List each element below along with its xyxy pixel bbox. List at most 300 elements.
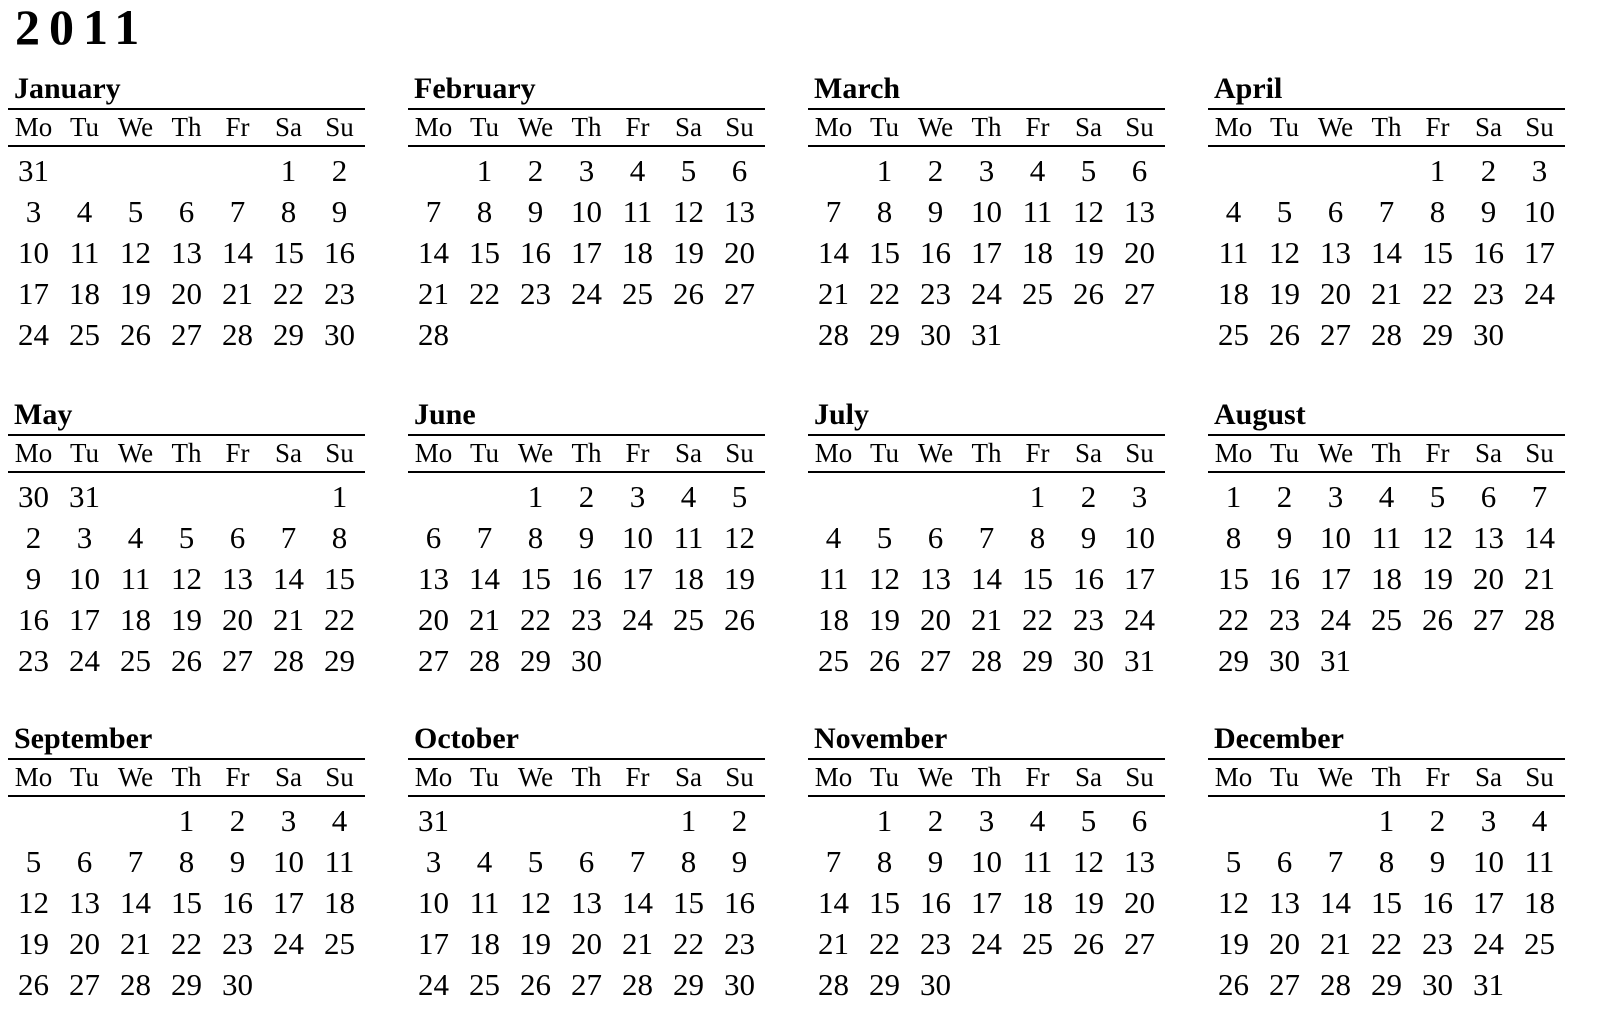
- day-cell: 30: [1473, 317, 1504, 352]
- weekday-label: Sa: [275, 762, 302, 792]
- day-cell: 9: [1080, 520, 1097, 555]
- day-cell: 3: [280, 803, 297, 838]
- day-cell: 5: [1080, 153, 1097, 188]
- empty-cell: [1063, 964, 1114, 1005]
- empty-cell: [714, 314, 765, 355]
- weekday-label: Fr: [1025, 112, 1050, 142]
- day-cell: 10: [622, 520, 653, 555]
- day-cell: 11: [324, 844, 355, 879]
- day-cell: 6: [578, 844, 595, 879]
- day-cell: 13: [920, 561, 951, 596]
- day-cell: 20: [920, 602, 951, 637]
- day-cell: 19: [520, 926, 551, 961]
- day-cell: 14: [818, 885, 849, 920]
- month-august: [1208, 396, 1565, 681]
- day-cell: 21: [971, 602, 1002, 637]
- day-cell: 6: [76, 844, 93, 879]
- day-cell: 14: [469, 561, 500, 596]
- day-cell: 28: [418, 317, 449, 352]
- weekday-label: Su: [1525, 112, 1554, 142]
- day-cell: 27: [1473, 602, 1504, 637]
- day-cell: 6: [1276, 844, 1293, 879]
- day-cell: 2: [527, 153, 544, 188]
- day-cell: 7: [476, 520, 493, 555]
- day-cell: 23: [724, 926, 755, 961]
- month-june: [408, 396, 765, 681]
- day-cell: 22: [673, 926, 704, 961]
- day-cell: 8: [876, 194, 893, 229]
- month-name: August: [1214, 398, 1306, 431]
- day-cell: 10: [69, 561, 100, 596]
- day-cell: 18: [818, 602, 849, 637]
- empty-cell: [1463, 640, 1514, 681]
- day-cell: 12: [673, 194, 704, 229]
- day-cell: 17: [1524, 235, 1555, 270]
- day-cell: 28: [273, 643, 304, 678]
- day-cell: 8: [1429, 194, 1446, 229]
- day-cell: 9: [1276, 520, 1293, 555]
- empty-cell: [1114, 964, 1165, 1005]
- day-cell: 22: [171, 926, 202, 961]
- empty-cell: [263, 964, 314, 1005]
- month-october: [408, 720, 765, 1005]
- day-cell: 2: [1276, 479, 1293, 514]
- day-cell: 14: [818, 235, 849, 270]
- day-cell: 7: [280, 520, 297, 555]
- day-cell: 9: [527, 194, 544, 229]
- weekday-label: Su: [725, 112, 754, 142]
- day-cell: 25: [469, 967, 500, 1002]
- day-cell: 12: [18, 885, 49, 920]
- weekday-label: Tu: [469, 762, 500, 792]
- day-cell: 1: [876, 153, 893, 188]
- day-cell: 22: [324, 602, 355, 637]
- day-cell: 18: [673, 561, 704, 596]
- day-cell: 3: [629, 479, 646, 514]
- month-name: September: [14, 722, 153, 755]
- day-cell: 15: [1371, 885, 1402, 920]
- day-grid: [8, 797, 365, 1005]
- year-title: 2011: [15, 0, 149, 55]
- day-cell: 4: [1531, 803, 1548, 838]
- weekday-header: [1208, 434, 1565, 473]
- month-name: June: [414, 398, 476, 431]
- day-cell: 26: [1073, 926, 1104, 961]
- day-cell: 4: [1225, 194, 1242, 229]
- day-cell: 14: [222, 235, 253, 270]
- day-cell: 16: [1269, 561, 1300, 596]
- day-cell: 25: [622, 276, 653, 311]
- day-cell: 18: [69, 276, 100, 311]
- day-cell: 9: [25, 561, 42, 596]
- empty-cell: [110, 476, 161, 517]
- weekday-label: Mo: [1214, 112, 1253, 142]
- day-cell: 16: [571, 561, 602, 596]
- day-grid: [808, 147, 1165, 355]
- month-march: [808, 70, 1165, 355]
- day-cell: 10: [1124, 520, 1155, 555]
- empty-cell: [1259, 150, 1310, 191]
- weekday-label: We: [117, 438, 154, 468]
- weekday-label: Sa: [1075, 112, 1102, 142]
- day-cell: 18: [324, 885, 355, 920]
- empty-cell: [459, 314, 510, 355]
- day-cell: 6: [1480, 479, 1497, 514]
- empty-cell: [1114, 314, 1165, 355]
- day-cell: 19: [1218, 926, 1249, 961]
- day-cell: 5: [1429, 479, 1446, 514]
- day-cell: 31: [1124, 643, 1155, 678]
- month-december: [1208, 720, 1565, 1005]
- day-cell: 24: [1524, 276, 1555, 311]
- empty-cell: [1012, 314, 1063, 355]
- day-cell: 9: [331, 194, 348, 229]
- day-cell: 5: [680, 153, 697, 188]
- day-cell: 19: [1073, 885, 1104, 920]
- day-cell: 5: [731, 479, 748, 514]
- day-cell: 2: [731, 803, 748, 838]
- day-cell: 22: [469, 276, 500, 311]
- day-cell: 31: [69, 479, 100, 514]
- empty-cell: [561, 800, 612, 841]
- day-cell: 4: [1378, 479, 1395, 514]
- day-cell: 26: [1218, 967, 1249, 1002]
- day-cell: 21: [818, 926, 849, 961]
- day-cell: 4: [1029, 803, 1046, 838]
- day-cell: 15: [869, 235, 900, 270]
- weekday-label: Tu: [1269, 112, 1300, 142]
- day-cell: 15: [520, 561, 551, 596]
- day-cell: 2: [1429, 803, 1446, 838]
- empty-cell: [408, 476, 459, 517]
- day-cell: 8: [178, 844, 195, 879]
- day-cell: 9: [927, 194, 944, 229]
- month-september: [8, 720, 365, 1005]
- day-cell: 1: [280, 153, 297, 188]
- day-cell: 20: [69, 926, 100, 961]
- day-cell: 11: [1022, 844, 1053, 879]
- day-cell: 3: [978, 803, 995, 838]
- day-cell: 18: [1218, 276, 1249, 311]
- day-cell: 17: [418, 926, 449, 961]
- day-cell: 16: [1073, 561, 1104, 596]
- day-cell: 17: [971, 235, 1002, 270]
- day-cell: 5: [527, 844, 544, 879]
- empty-cell: [510, 314, 561, 355]
- day-cell: 23: [222, 926, 253, 961]
- day-cell: 23: [1422, 926, 1453, 961]
- month-february: [408, 70, 765, 355]
- day-cell: 15: [1422, 235, 1453, 270]
- day-cell: 1: [527, 479, 544, 514]
- weekday-label: We: [917, 438, 954, 468]
- day-cell: 23: [520, 276, 551, 311]
- day-cell: 8: [680, 844, 697, 879]
- day-cell: 6: [731, 153, 748, 188]
- weekday-label: Sa: [1475, 112, 1502, 142]
- day-cell: 8: [331, 520, 348, 555]
- day-cell: 23: [324, 276, 355, 311]
- weekday-label: Fr: [225, 112, 250, 142]
- day-cell: 12: [520, 885, 551, 920]
- day-cell: 29: [1218, 643, 1249, 678]
- month-november: [808, 720, 1165, 1005]
- weekday-label: Sa: [1475, 762, 1502, 792]
- day-cell: 11: [120, 561, 151, 596]
- day-cell: 19: [171, 602, 202, 637]
- empty-cell: [459, 476, 510, 517]
- day-cell: 19: [1073, 235, 1104, 270]
- day-cell: 31: [1473, 967, 1504, 1002]
- weekday-label: Mo: [14, 112, 53, 142]
- day-cell: 5: [1276, 194, 1293, 229]
- empty-cell: [859, 476, 910, 517]
- day-cell: 4: [1029, 153, 1046, 188]
- day-cell: 8: [527, 520, 544, 555]
- weekday-label: Fr: [225, 438, 250, 468]
- day-cell: 30: [1269, 643, 1300, 678]
- day-cell: 1: [178, 803, 195, 838]
- day-cell: 2: [25, 520, 42, 555]
- day-cell: 3: [578, 153, 595, 188]
- day-cell: 30: [571, 643, 602, 678]
- day-grid: [408, 797, 765, 1005]
- day-cell: 17: [622, 561, 653, 596]
- day-cell: 27: [571, 967, 602, 1002]
- empty-cell: [808, 800, 859, 841]
- day-cell: 3: [978, 153, 995, 188]
- day-cell: 25: [1218, 317, 1249, 352]
- day-cell: 22: [1022, 602, 1053, 637]
- day-cell: 3: [25, 194, 42, 229]
- weekday-label: We: [117, 762, 154, 792]
- day-cell: 18: [120, 602, 151, 637]
- day-cell: 16: [520, 235, 551, 270]
- day-cell: 18: [1371, 561, 1402, 596]
- month-april: [1208, 70, 1565, 355]
- day-cell: 11: [69, 235, 100, 270]
- empty-cell: [612, 314, 663, 355]
- weekday-label: We: [517, 438, 554, 468]
- day-cell: 14: [622, 885, 653, 920]
- day-cell: 29: [324, 643, 355, 678]
- day-cell: 4: [680, 479, 697, 514]
- day-cell: 13: [222, 561, 253, 596]
- day-cell: 22: [869, 276, 900, 311]
- day-cell: 27: [1124, 276, 1155, 311]
- day-cell: 24: [971, 926, 1002, 961]
- weekday-label: Th: [171, 762, 202, 792]
- day-cell: 10: [1524, 194, 1555, 229]
- day-cell: 13: [1124, 844, 1155, 879]
- day-cell: 19: [673, 235, 704, 270]
- day-cell: 10: [273, 844, 304, 879]
- day-cell: 24: [571, 276, 602, 311]
- day-cell: 18: [1022, 235, 1053, 270]
- day-cell: 28: [971, 643, 1002, 678]
- empty-cell: [1063, 314, 1114, 355]
- day-cell: 9: [578, 520, 595, 555]
- weekday-label: Fr: [1425, 438, 1450, 468]
- day-cell: 21: [469, 602, 500, 637]
- day-cell: 7: [425, 194, 442, 229]
- day-cell: 23: [1269, 602, 1300, 637]
- day-cell: 12: [724, 520, 755, 555]
- day-cell: 19: [869, 602, 900, 637]
- day-cell: 15: [1022, 561, 1053, 596]
- day-cell: 17: [971, 885, 1002, 920]
- weekday-label: Mo: [1214, 762, 1253, 792]
- weekday-header: [808, 434, 1165, 473]
- day-cell: 27: [418, 643, 449, 678]
- empty-cell: [1310, 800, 1361, 841]
- weekday-label: Tu: [869, 762, 900, 792]
- day-cell: 7: [978, 520, 995, 555]
- day-cell: 4: [331, 803, 348, 838]
- day-cell: 1: [331, 479, 348, 514]
- day-cell: 9: [229, 844, 246, 879]
- weekday-label: Tu: [469, 112, 500, 142]
- day-cell: 21: [1320, 926, 1351, 961]
- day-cell: 27: [222, 643, 253, 678]
- day-cell: 16: [920, 235, 951, 270]
- day-cell: 28: [622, 967, 653, 1002]
- day-cell: 16: [724, 885, 755, 920]
- weekday-label: We: [1317, 438, 1354, 468]
- day-cell: 12: [1422, 520, 1453, 555]
- month-name: May: [14, 398, 73, 431]
- day-cell: 30: [920, 967, 951, 1002]
- day-cell: 16: [18, 602, 49, 637]
- empty-cell: [910, 476, 961, 517]
- empty-cell: [1259, 800, 1310, 841]
- weekday-label: Su: [725, 762, 754, 792]
- empty-cell: [1361, 150, 1412, 191]
- month-july: [808, 396, 1165, 681]
- weekday-label: Th: [1371, 438, 1402, 468]
- weekday-label: Fr: [1425, 112, 1450, 142]
- day-cell: 20: [171, 276, 202, 311]
- day-cell: 17: [1124, 561, 1155, 596]
- weekday-label: Tu: [1269, 438, 1300, 468]
- day-cell: 15: [673, 885, 704, 920]
- day-cell: 2: [1080, 479, 1097, 514]
- weekday-label: Th: [971, 112, 1002, 142]
- weekday-label: Fr: [625, 438, 650, 468]
- weekday-label: We: [117, 112, 154, 142]
- day-cell: 29: [520, 643, 551, 678]
- day-cell: 26: [1073, 276, 1104, 311]
- weekday-label: Fr: [1425, 762, 1450, 792]
- day-cell: 21: [222, 276, 253, 311]
- empty-cell: [808, 476, 859, 517]
- day-cell: 17: [18, 276, 49, 311]
- day-cell: 13: [1473, 520, 1504, 555]
- day-cell: 17: [1320, 561, 1351, 596]
- day-cell: 20: [418, 602, 449, 637]
- weekday-label: Fr: [1025, 762, 1050, 792]
- day-grid: [808, 797, 1165, 1005]
- day-cell: 6: [425, 520, 442, 555]
- day-cell: 21: [622, 926, 653, 961]
- day-cell: 14: [120, 885, 151, 920]
- day-cell: 22: [273, 276, 304, 311]
- weekday-label: Su: [1525, 762, 1554, 792]
- day-cell: 2: [578, 479, 595, 514]
- day-cell: 25: [1022, 926, 1053, 961]
- empty-cell: [1361, 640, 1412, 681]
- weekday-label: Mo: [414, 762, 453, 792]
- day-cell: 2: [927, 803, 944, 838]
- day-cell: 30: [222, 967, 253, 1002]
- day-cell: 17: [69, 602, 100, 637]
- day-cell: 5: [127, 194, 144, 229]
- empty-cell: [59, 800, 110, 841]
- weekday-header: [408, 758, 765, 797]
- day-cell: 24: [69, 643, 100, 678]
- day-cell: 23: [920, 926, 951, 961]
- empty-cell: [110, 800, 161, 841]
- day-cell: 16: [324, 235, 355, 270]
- day-cell: 9: [1480, 194, 1497, 229]
- day-cell: 25: [818, 643, 849, 678]
- month-name: January: [14, 72, 121, 105]
- empty-cell: [212, 150, 263, 191]
- day-cell: 21: [120, 926, 151, 961]
- day-cell: 16: [1473, 235, 1504, 270]
- day-cell: 24: [418, 967, 449, 1002]
- day-cell: 11: [818, 561, 849, 596]
- day-cell: 13: [69, 885, 100, 920]
- weekday-label: Sa: [275, 112, 302, 142]
- day-cell: 23: [1473, 276, 1504, 311]
- weekday-label: Fr: [625, 112, 650, 142]
- day-cell: 13: [724, 194, 755, 229]
- day-cell: 27: [171, 317, 202, 352]
- day-cell: 11: [622, 194, 653, 229]
- weekday-label: Sa: [675, 112, 702, 142]
- day-cell: 23: [18, 643, 49, 678]
- day-cell: 25: [1371, 602, 1402, 637]
- day-cell: 3: [1480, 803, 1497, 838]
- day-cell: 30: [18, 479, 49, 514]
- day-cell: 10: [971, 194, 1002, 229]
- day-cell: 11: [1218, 235, 1249, 270]
- month-name: November: [814, 722, 948, 755]
- weekday-label: Th: [571, 112, 602, 142]
- day-grid: [408, 473, 765, 681]
- day-cell: 18: [1524, 885, 1555, 920]
- day-cell: 29: [1022, 643, 1053, 678]
- day-cell: 24: [273, 926, 304, 961]
- month-name: March: [814, 72, 901, 105]
- day-cell: 6: [1327, 194, 1344, 229]
- day-cell: 11: [469, 885, 500, 920]
- day-cell: 25: [673, 602, 704, 637]
- day-cell: 5: [25, 844, 42, 879]
- day-cell: 24: [1124, 602, 1155, 637]
- day-cell: 2: [331, 153, 348, 188]
- day-cell: 13: [171, 235, 202, 270]
- day-cell: 1: [680, 803, 697, 838]
- month-name: October: [414, 722, 519, 755]
- day-cell: 9: [1429, 844, 1446, 879]
- day-cell: 12: [869, 561, 900, 596]
- day-cell: 25: [1022, 276, 1053, 311]
- day-cell: 19: [1422, 561, 1453, 596]
- day-cell: 2: [927, 153, 944, 188]
- day-cell: 25: [324, 926, 355, 961]
